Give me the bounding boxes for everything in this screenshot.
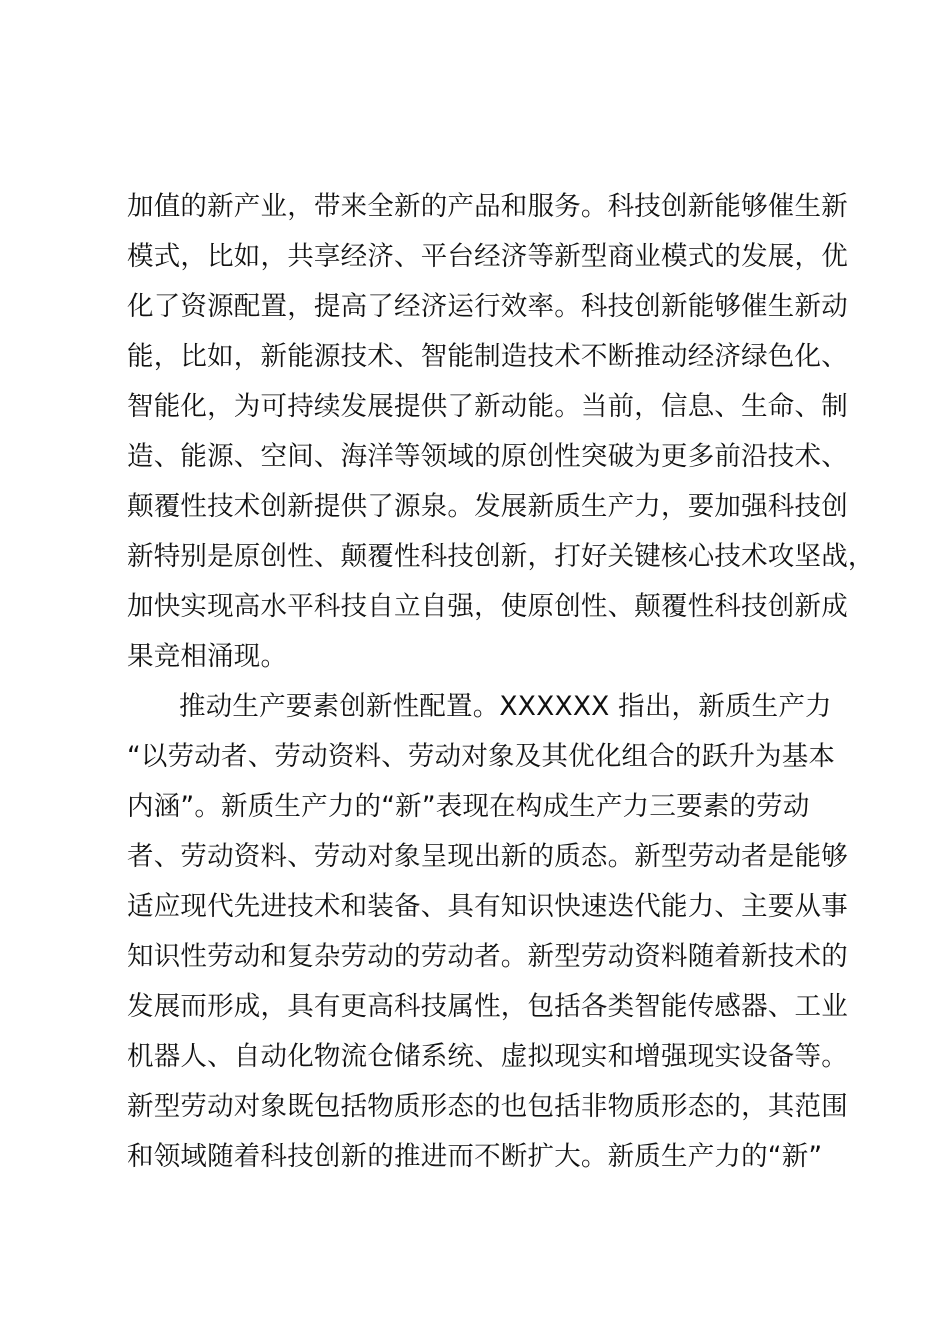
text-line: 新特别是原创性、颠覆性科技创新，打好关键核心技术攻坚战，	[127, 541, 875, 572]
text-line: 加快实现高水平科技自立自强，使原创性、颠覆性科技创新成	[127, 591, 848, 622]
text-line: 机器人、自动化物流仓储系统、虚拟现实和增强现实设备等。	[127, 1041, 848, 1072]
text-line: 颠覆性技术创新提供了源泉。发展新质生产力，要加强科技创	[127, 491, 848, 522]
text-line: 新型劳动对象既包括物质形态的也包括非物质形态的，其范围	[127, 1091, 848, 1122]
text-line: 化了资源配置，提高了经济运行效率。科技创新能够催生新动	[127, 291, 848, 322]
text-line: 者、劳动资料、劳动对象呈现出新的质态。新型劳动者是能够	[127, 841, 848, 872]
text-line: 加值的新产业，带来全新的产品和服务。科技创新能够催生新	[127, 191, 848, 222]
text-line: “以劳动者、劳动资料、劳动对象及其优化组合的跃升为基本	[127, 741, 836, 772]
text-line: 果竞相涌现。	[127, 641, 288, 672]
text-line: 能，比如，新能源技术、智能制造技术不断推动经济绿色化、	[127, 341, 848, 372]
text-line: 知识性劳动和复杂劳动的劳动者。新型劳动资料随着新技术的	[127, 941, 848, 972]
text-line: 适应现代先进技术和装备、具有知识快速迭代能力、主要从事	[127, 891, 848, 922]
document-body	[127, 182, 875, 1182]
text-line: 推动生产要素创新性配置。XXXXXX 指出，新质生产力	[179, 691, 832, 722]
text-line: 内涵”。新质生产力的“新”表现在构成生产力三要素的劳动	[127, 791, 810, 822]
text-line: 发展而形成，具有更高科技属性，包括各类智能传感器、工业	[127, 991, 848, 1022]
paragraph-2	[127, 682, 867, 1182]
text-line: 智能化，为可持续发展提供了新动能。当前，信息、生命、制	[127, 391, 848, 422]
text-line: 模式，比如，共享经济、平台经济等新型商业模式的发展，优	[127, 241, 848, 272]
text-line: 造、能源、空间、海洋等领域的原创性突破为更多前沿技术、	[127, 441, 848, 472]
text-line: 和领域随着科技创新的推进而不断扩大。新质生产力的“新”	[127, 1141, 823, 1172]
paragraph-1	[127, 182, 875, 682]
